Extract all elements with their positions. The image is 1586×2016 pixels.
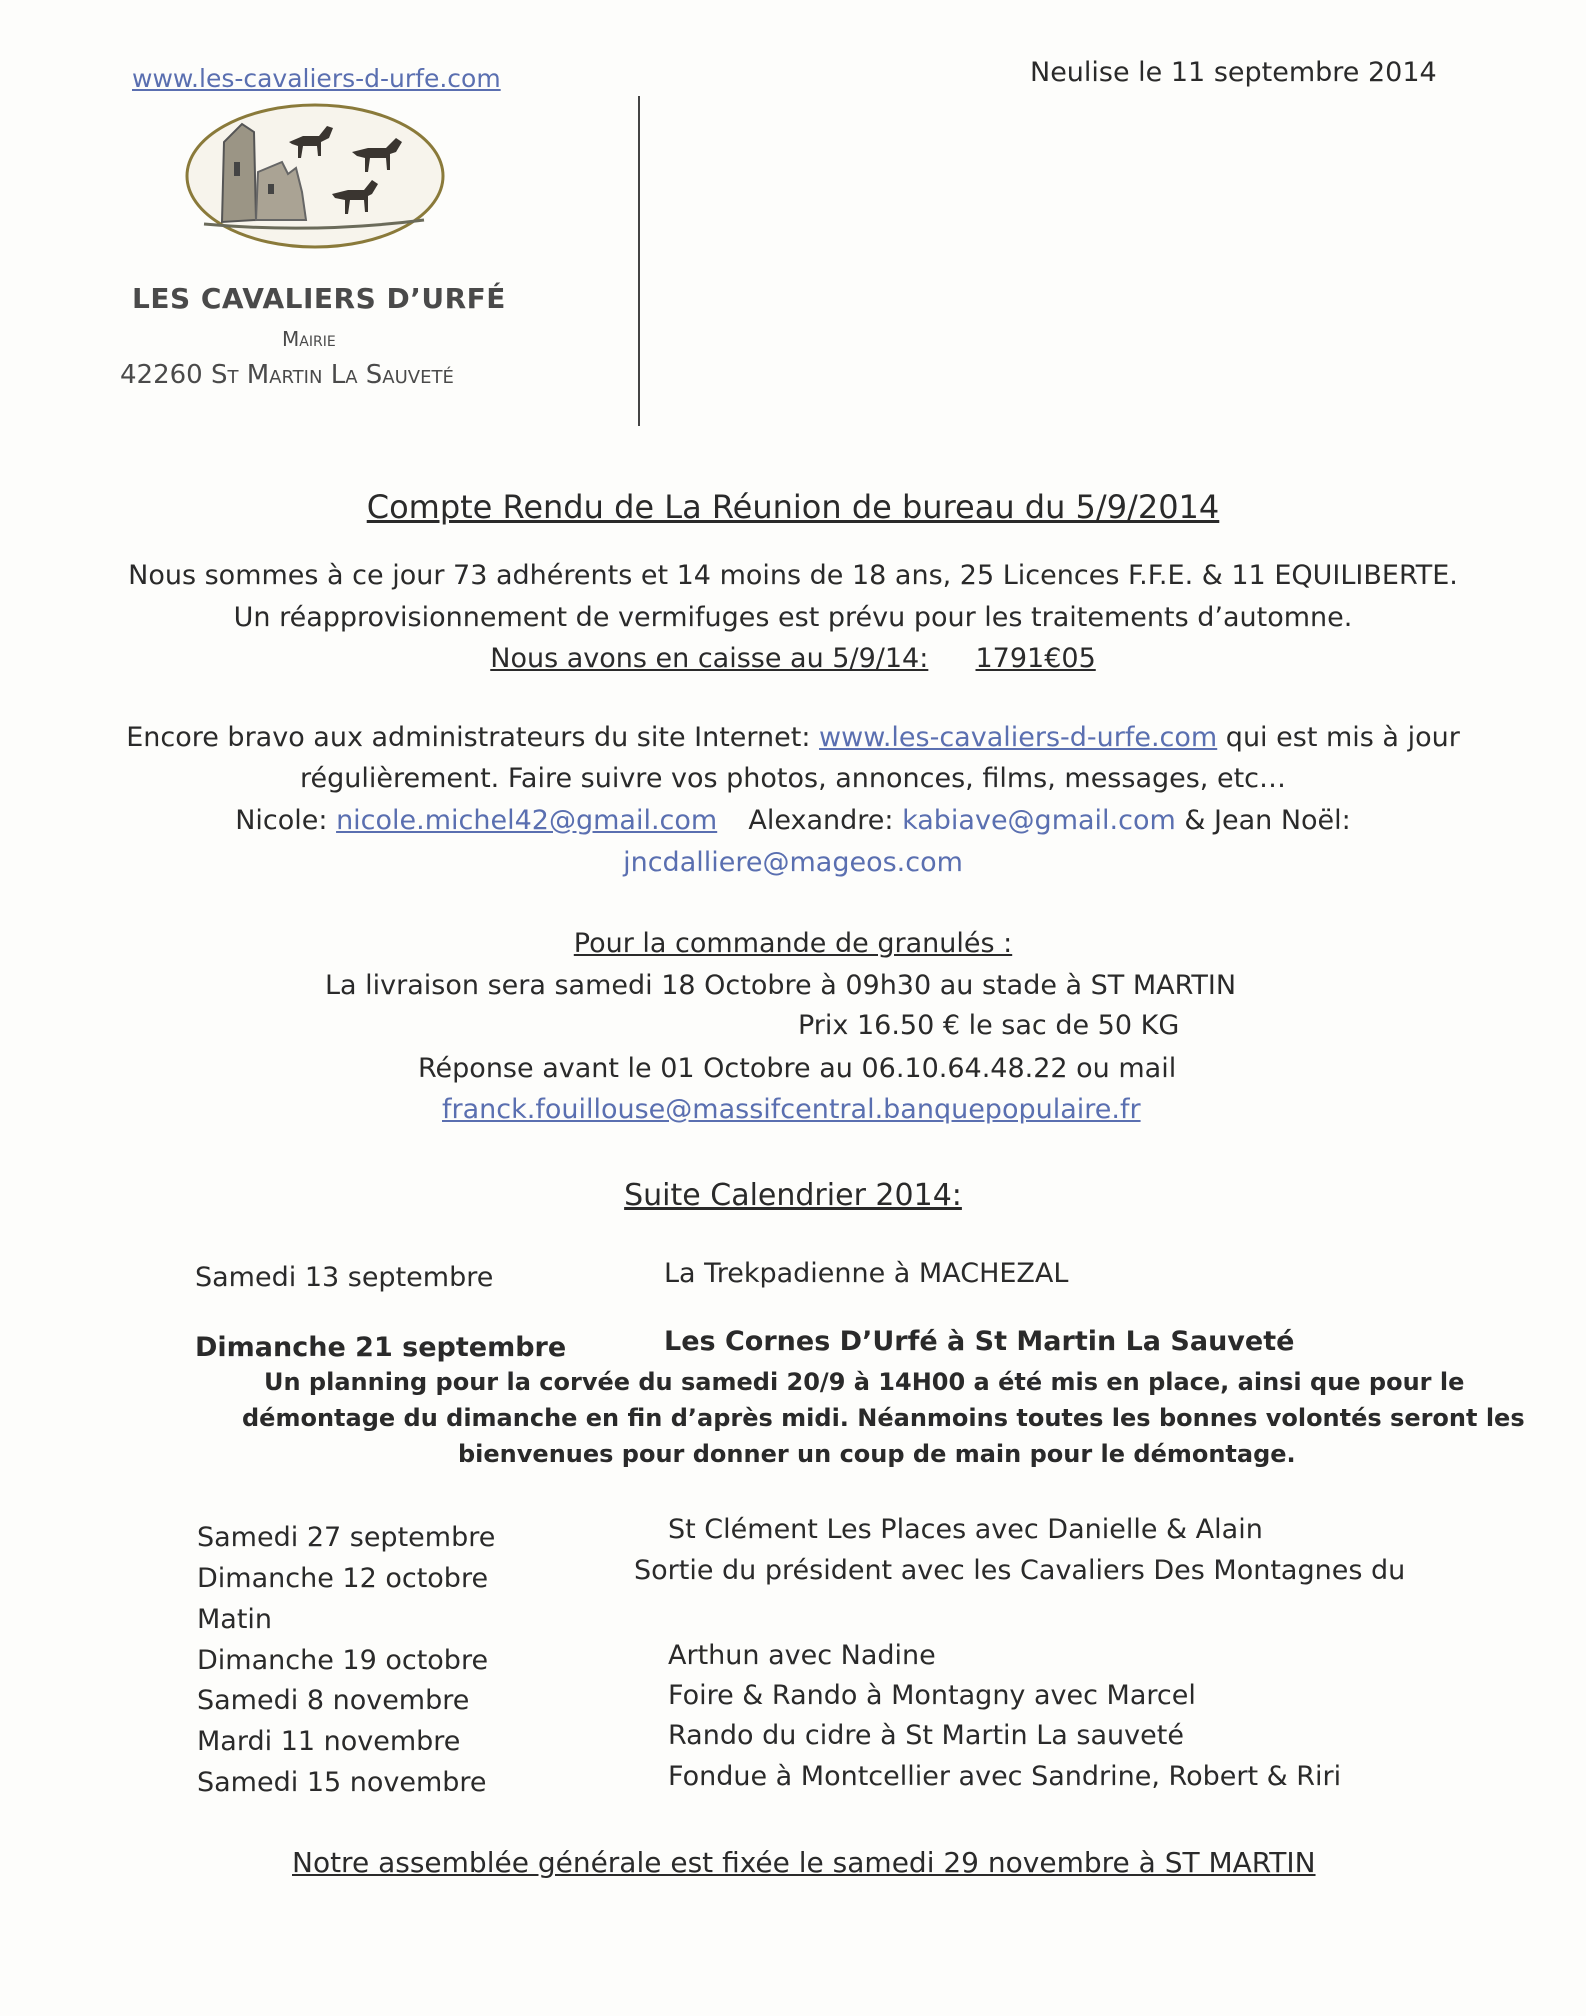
calendar-note-2: démontage du dimanche en fin d’après midi. Néanmoins toutes les bonnes volontés seront les — [242, 1404, 1525, 1432]
calendar-date-1: Samedi 13 septembre — [195, 1262, 494, 1293]
document-title: Compte Rendu de La Réunion de bureau du 5/9/2014 — [366, 488, 1220, 526]
calendar-row-event: Arthun avec Nadine — [668, 1640, 936, 1671]
calendar-event-2: Les Cornes D’Urfé à St Martin La Sauveté — [664, 1326, 1295, 1357]
caisse-value: 1791€05 — [975, 643, 1096, 674]
calendar-row-date: Mardi 11 novembre — [197, 1726, 461, 1757]
nicole-email[interactable]: nicole.michel42@gmail.com — [336, 805, 718, 836]
jean-email-line — [0, 847, 1586, 878]
calendar-row-event: Foire & Rando à Montagny avec Marcel — [668, 1680, 1196, 1711]
caisse-label: Nous avons en caisse au 5/9/14: — [490, 643, 929, 674]
intro-line-1: Nous sommes à ce jour 73 adhérents et 14 moins de 18 ans, 25 Licences F.F.E. & 11 EQUILIBERTE. — [128, 560, 1458, 591]
assembly-notice: Notre assemblée générale est fixée le samedi 29 novembre à ST MARTIN — [292, 1846, 1316, 1879]
calendar-row-event: Sortie du président avec les Cavaliers Des Montagnes du — [634, 1555, 1406, 1586]
site-link-inline[interactable]: www.les-cavaliers-d-urfe.com — [819, 722, 1218, 753]
granules-line-2: Prix 16.50 € le sac de 50 KG — [798, 1010, 1180, 1041]
calendar-row-date: Matin — [197, 1604, 273, 1635]
calendar-row-date: Dimanche 19 octobre — [197, 1645, 489, 1676]
club-name: LES CAVALIERS D’URFÉ — [132, 282, 506, 315]
club-address: 42260 St Martin La Sauveté — [120, 360, 454, 390]
calendar-row-date: Dimanche 12 octobre — [197, 1563, 489, 1594]
granules-email[interactable]: franck.fouillouse@massifcentral.banquepopulaire.fr — [442, 1094, 1141, 1125]
calendar-note-1: Un planning pour la corvée du samedi 20/9 à 14H00 a été mis en place, ainsi que pour le — [264, 1368, 1465, 1396]
club-mairie: Mairie — [282, 327, 336, 351]
jean-email[interactable]: jncdalliere@mageos.com — [623, 847, 963, 878]
caisse-line — [0, 643, 1586, 674]
contacts-line — [0, 805, 1586, 836]
calendar-row-date: Samedi 8 novembre — [197, 1685, 470, 1716]
nicole-label: Nicole: — [235, 805, 337, 836]
alexandre-email[interactable]: kabiave@gmail.com — [902, 805, 1176, 836]
club-logo — [184, 102, 446, 250]
intro-line-2: Un réapprovisionnement de vermifuges est prévu pour les traitements d’automne. — [233, 602, 1353, 633]
calendar-row-date: Samedi 27 septembre — [197, 1522, 496, 1553]
calendar-row-date: Samedi 15 novembre — [197, 1767, 487, 1798]
granules-line-3: Réponse avant le 01 Octobre au 06.10.64.48.22 ou mail — [418, 1053, 1177, 1084]
calendar-row-event: Fondue à Montcellier avec Sandrine, Robert & Riri — [668, 1761, 1342, 1792]
site-text-post: qui est mis à jour — [1217, 722, 1460, 753]
calendar-heading: Suite Calendrier 2014: — [624, 1178, 962, 1213]
calendar-row-event: Rando du cidre à St Martin La sauveté — [668, 1720, 1184, 1751]
header-divider — [638, 96, 640, 426]
granules-line-1: La livraison sera samedi 18 Octobre à 09h30 au stade à ST MARTIN — [325, 970, 1237, 1001]
calendar-date-2: Dimanche 21 septembre — [195, 1332, 567, 1363]
letter-date: Neulise le 11 septembre 2014 — [1030, 57, 1437, 88]
alexandre-label: Alexandre: — [748, 805, 903, 836]
site-text-pre: Encore bravo aux administrateurs du site Internet: — [126, 722, 820, 753]
calendar-note-3: bienvenues pour donner un coup de main pour le démontage. — [458, 1440, 1296, 1468]
calendar-row-event: St Clément Les Places avec Danielle & Alain — [668, 1514, 1263, 1545]
jean-label: & Jean Noël: — [1184, 805, 1351, 836]
calendar-event-1: La Trekpadienne à MACHEZAL — [664, 1258, 1069, 1289]
site-line-1 — [0, 722, 1586, 753]
granules-heading: Pour la commande de granulés : — [573, 928, 1013, 959]
site-line-2: régulièrement. Faire suivre vos photos, annonces, films, messages, etc… — [299, 763, 1287, 794]
website-link[interactable]: www.les-cavaliers-d-urfe.com — [132, 64, 501, 93]
